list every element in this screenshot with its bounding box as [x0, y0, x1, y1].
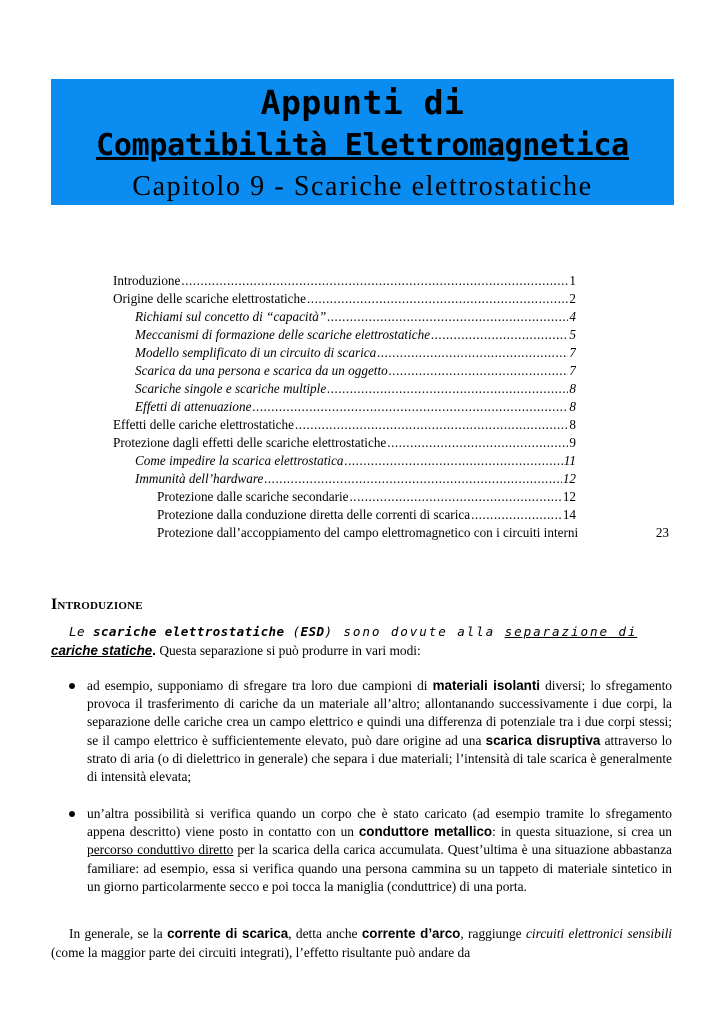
toc-entry[interactable]: Scariche singole e scariche multiple ..... 8 [135, 381, 576, 399]
toc-entry[interactable]: Protezione dagli effetti delle scariche elettrostatiche ..... 9 [113, 435, 576, 453]
toc-entry[interactable]: Origine delle scariche elettrostatiche ..... 2 [113, 291, 576, 309]
toc-entry[interactable]: Protezione dalle scariche secondarie ..... 12 [157, 489, 576, 507]
list-item: un’altra possibilità si verifica quando un corpo che è stato caricato (ad esempio tramite lo sfregamento appena descritto) viene posto in contatto con un conduttore metallico: in questa situazione, si crea un percorso conduttivo diretto per la scarica della carica accumulata. Quest’ultima è una situazione abbastanza familiare: ad esempio, essa si verifica quando una persona cammina su un tappeto di materiale sintetico in un giorno particolarmente secco e poi tocca la maniglia (conduttrice) di una porta. [87, 805, 672, 896]
toc-entry[interactable]: Come impedire la scarica elettrostatica ..... 11 [135, 453, 576, 471]
toc-entry[interactable]: Meccanismi di formazione delle scariche elettrostatiche ..... 5 [135, 327, 576, 345]
toc-entry[interactable]: Scarica da una persona e scarica da un oggetto ..... 7 [135, 363, 576, 381]
title-line-1: Appunti di [260, 83, 465, 122]
toc-entry[interactable]: Introduzione ..... 1 [113, 273, 576, 291]
section-heading: Introduzione [51, 596, 143, 613]
toc-entry[interactable]: Effetti di attenuazione ..... 8 [135, 399, 576, 417]
bullet-icon [69, 811, 75, 817]
toc-entry[interactable]: Richiami sul concetto di “capacità” ..... 4 [135, 309, 576, 327]
chapter-title: Capitolo 9 - Scariche elettrostatiche [132, 171, 593, 202]
bullet-icon [69, 683, 75, 689]
toc-entry[interactable]: Modello semplificato di un circuito di scarica ..... 7 [135, 345, 576, 363]
title-banner [51, 79, 674, 205]
title-line-2: Compatibilità Elettromagnetica [96, 128, 629, 163]
intro-paragraph: Le scariche elettrostatiche (ESD) sono dovute alla separazione di cariche statiche. Questa separazione si può produrre in vari modi: [51, 624, 638, 658]
body-paragraph: In generale, se la corrente di scarica, detta anche corrente d’arco, raggiunge circuiti elettronici sensibili (come la maggior parte dei circuiti integrati), l’effetto risultante può andare da [51, 926, 673, 960]
toc-entry[interactable]: Protezione dalla conduzione diretta delle correnti di scarica ..... 14 [157, 507, 576, 525]
list-item: ad esempio, supponiamo di sfregare tra loro due campioni di materiali isolanti diversi; lo sfregamento provoca il trasferimento di cariche da un materiale all’altro; allontanando successivamente i due corpi, la separazione delle cariche crea un campo elettrico e quindi una differenza di potenziale tra i due corpi stessi; se il campo elettrico è sufficientemente elevato, può dare origine ad una scarica disruptiva attraverso lo strato di aria (o di dielettrico in generale) che separa i due materiali; l’intensità di tale scarica è generalmente di intensità elevata; [87, 677, 672, 786]
toc-entry[interactable]: Immunità dell’hardware ..... 12 [135, 471, 576, 489]
toc-entry[interactable]: Effetti delle cariche elettrostatiche ..... 8 [113, 417, 576, 435]
toc-entry[interactable]: Protezione dall’accoppiamento del campo elettromagnetico con i circuiti interni 23 [157, 525, 669, 540]
